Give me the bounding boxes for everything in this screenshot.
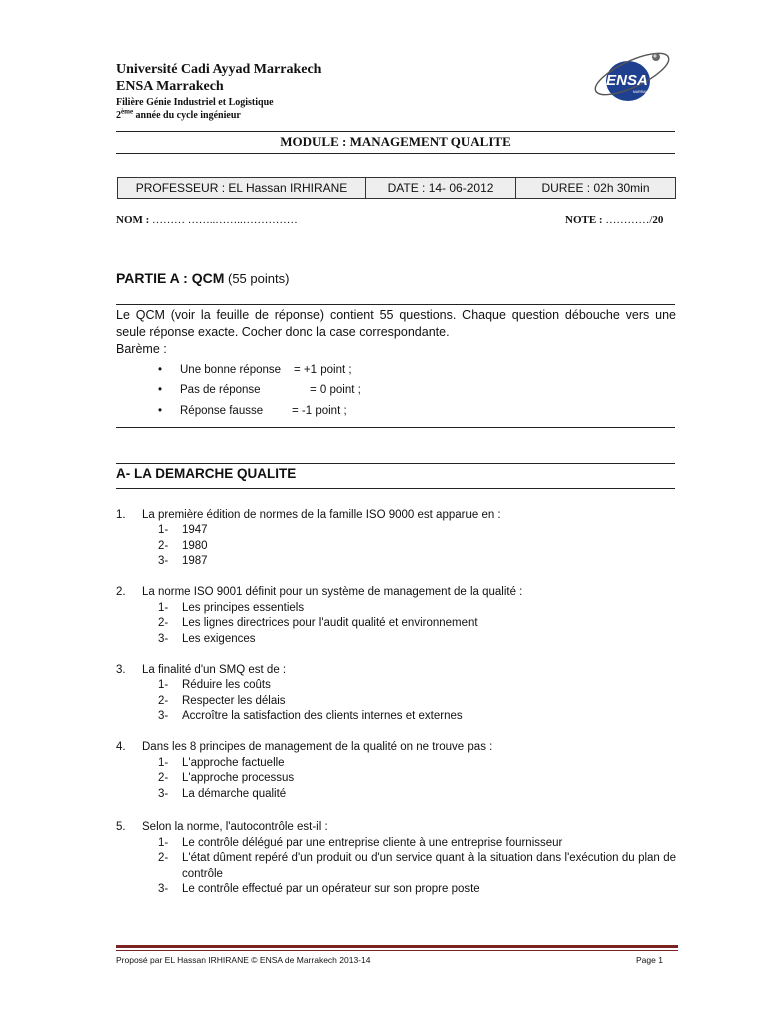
section-title: A- LA DEMARCHE QUALITE bbox=[116, 466, 297, 481]
module-top-rule bbox=[116, 131, 675, 132]
question-text: La finalité d'un SMQ est de : bbox=[142, 664, 287, 676]
footer-rule-thick bbox=[116, 945, 678, 948]
university-name: Université Cadi Ayyad Marrakech bbox=[116, 62, 322, 77]
professor-cell: PROFESSEUR : EL Hassan IRHIRANE bbox=[118, 178, 366, 198]
filiere-name: Filière Génie Industriel et Logistique bbox=[116, 97, 274, 108]
ensa-logo bbox=[586, 50, 676, 106]
nom-field: NOM : ……… ……..……..…………… bbox=[116, 214, 298, 226]
question-number: 1. bbox=[116, 509, 126, 521]
question-number: 4. bbox=[116, 741, 126, 753]
module-title: MODULE : MANAGEMENT QUALITE bbox=[280, 134, 511, 149]
intro-top-rule bbox=[116, 304, 675, 305]
logo-text: ENSA bbox=[606, 72, 648, 89]
intro-text: Le QCM (voir la feuille de réponse) contient 55 questions. Chaque question débouche vers une seule réponse exacte. Cocher donc la case correspondante. bbox=[116, 308, 676, 339]
footer-credit: Proposé par EL Hassan IRHIRANE © ENSA de Marrakech 2013-14 bbox=[116, 955, 371, 965]
date-cell: DATE : 14- 06-2012 bbox=[366, 178, 516, 198]
footer-rule-thin bbox=[116, 950, 678, 951]
school-name: ENSA Marrakech bbox=[116, 79, 224, 94]
note-field: NOTE : …………/20 bbox=[565, 214, 664, 226]
module-bottom-rule bbox=[116, 153, 675, 154]
exam-info-table bbox=[117, 177, 676, 199]
question-text: Dans les 8 principes de management de la qualité on ne trouve pas : bbox=[142, 741, 493, 753]
intro-bottom-rule bbox=[116, 427, 675, 428]
section-top-rule bbox=[116, 463, 675, 464]
header-program bbox=[116, 96, 274, 122]
question-number: 5. bbox=[116, 821, 126, 833]
header-institution bbox=[116, 61, 321, 95]
page-number: Page 1 bbox=[636, 955, 663, 965]
question-text: La norme ISO 9001 définit pour un système de management de la qualité : bbox=[142, 586, 523, 598]
bareme-label: Barème : bbox=[116, 342, 167, 356]
question-number: 3. bbox=[116, 664, 126, 676]
question-text: La première édition de normes de la famille ISO 9000 est apparue en : bbox=[142, 509, 501, 521]
year-label: 2ème année du cycle ingénieur bbox=[116, 107, 241, 121]
question-number: 2. bbox=[116, 586, 126, 598]
partie-heading: PARTIE A : QCM (55 points) bbox=[116, 270, 290, 286]
section-bottom-rule bbox=[116, 488, 675, 489]
question-text: Selon la norme, l'autocontrôle est-il : bbox=[142, 821, 328, 833]
intro-paragraph bbox=[116, 307, 676, 358]
logo-subtext: MARRAKECH bbox=[632, 90, 656, 94]
duration-cell: DUREE : 02h 30min bbox=[541, 181, 650, 195]
